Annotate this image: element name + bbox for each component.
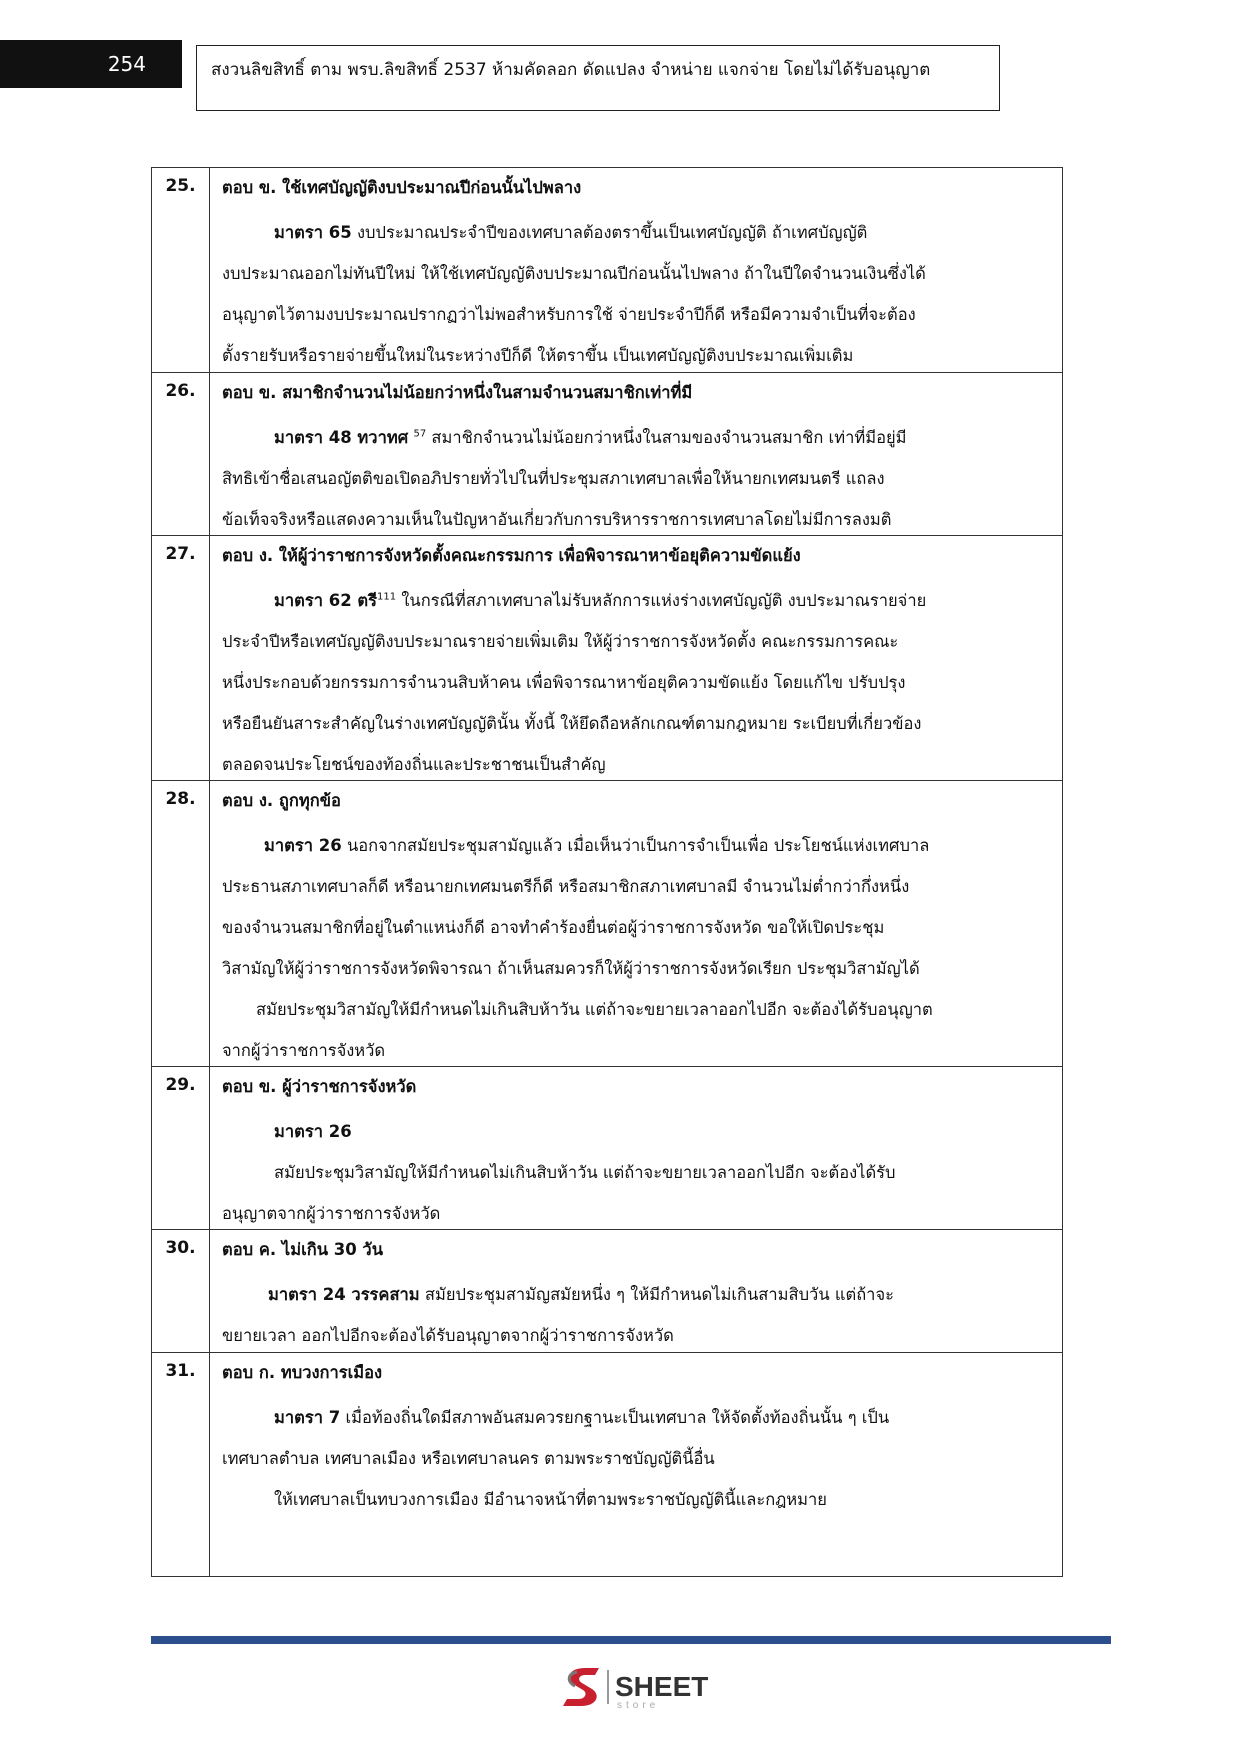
answer-title: ตอบ ง. ให้ผู้ว่าราชการจังหวัดตั้งคณะกรรมการ เพื่อพิจารณาหาข้อยุติความขัดแย้ง: [222, 546, 801, 565]
answer-text: หรือยืนยันสาระสำคัญในร่างเทศบัญญัตินั้น ทั้งนี้ ให้ยึดถือหลักเกณฑ์ตามกฎหมาย ระเบียบที่เกี่ยวข้อง: [222, 714, 922, 733]
answer-row-28: [152, 781, 1062, 1067]
answer-row-26: [152, 373, 1062, 536]
answer-text: สมาชิกจำนวนไม่น้อยกว่าหนึ่งในสามของจำนวนสมาชิก เท่าที่มีอยู่มี: [426, 428, 907, 447]
law-reference: มาตรา 62 ตรี: [274, 591, 378, 610]
law-reference: มาตรา 7: [274, 1408, 341, 1427]
answer-text: เทศบาลตำบล เทศบาลเมือง หรือเทศบาลนคร ตามพระราชบัญญัตินี้อื่น: [222, 1449, 715, 1468]
law-reference: มาตรา 26: [264, 836, 342, 855]
answer-number: 26.: [165, 381, 196, 401]
answer-number: 27.: [165, 544, 196, 564]
answer-text: สมัยประชุมวิสามัญให้มีกำหนดไม่เกินสิบห้าวัน แต่ถ้าจะขยายเวลาออกไปอีก จะต้องได้รับ: [274, 1163, 896, 1182]
answer-text: ในกรณีที่สภาเทศบาลไม่รับหลักการแห่งร่างเทศบัญญัติ งบประมาณรายจ่าย: [396, 591, 927, 610]
logo-sub: store: [617, 1700, 660, 1711]
law-reference: มาตรา 24 วรรคสาม: [268, 1285, 420, 1304]
answer-title: ตอบ ค. ไม่เกิน 30 วัน: [222, 1240, 383, 1259]
answer-text: วิสามัญให้ผู้ว่าราชการจังหวัดพิจารณา ถ้าเห็นสมควรก็ให้ผู้ว่าราชการจังหวัดเรียก ประชุมวิสามัญได้: [222, 959, 920, 978]
law-reference: มาตรา 65: [274, 223, 352, 242]
answer-row-27: [152, 536, 1062, 781]
answer-title: ตอบ ง. ถูกทุกข้อ: [222, 791, 341, 810]
logo-brand: SHEET: [615, 1671, 709, 1702]
answer-row-31: [152, 1353, 1062, 1578]
answer-text: งบประมาณออกไม่ทันปีใหม่ ให้ใช้เทศบัญญัติงบประมาณปีก่อนนั้นไปพลาง ถ้าในปีใดจำนวนเงินซึ่งได้: [222, 264, 926, 283]
answer-text: ขยายเวลา ออกไปอีกจะต้องได้รับอนุญาตจากผู้ว่าราชการจังหวัด: [222, 1326, 674, 1345]
answer-title: ตอบ ข. ใช้เทศบัญญัติงบประมาณปีก่อนนั้นไปพลาง: [222, 178, 582, 197]
answer-number: 25.: [165, 176, 196, 196]
answer-row-29: [152, 1067, 1062, 1230]
answer-table: [151, 167, 1063, 1577]
answer-text: สิทธิเข้าชื่อเสนอญัตติขอเปิดอภิปรายทั่วไปในที่ประชุมสภาเทศบาลเพื่อให้นายกเทศมนตรี แถลง: [222, 469, 885, 488]
answer-text: อนุญาตไว้ตามงบประมาณปรากฏว่าไม่พอสำหรับการใช้ จ่ายประจำปีก็ดี หรือมีความจำเป็นที่จะต้อง: [222, 305, 916, 324]
answer-row-25: [152, 168, 1062, 373]
answer-title: ตอบ ข. ผู้ว่าราชการจังหวัด: [222, 1077, 417, 1096]
answer-text: ให้เทศบาลเป็นทบวงการเมือง มีอำนาจหน้าที่ตามพระราชบัญญัตินี้และกฎหมาย: [274, 1490, 827, 1509]
answer-text: จากผู้ว่าราชการจังหวัด: [222, 1041, 386, 1060]
law-reference: มาตรา 26: [274, 1122, 352, 1141]
answer-text: ประธานสภาเทศบาลก็ดี หรือนายกเทศมนตรีก็ดี หรือสมาชิกสภาเทศบาลมี จำนวนไม่ต่ำกว่ากึ่งหนึ่ง: [222, 877, 910, 896]
answer-title: ตอบ ก. ทบวงการเมือง: [222, 1363, 383, 1382]
answer-text: อนุญาตจากผู้ว่าราชการจังหวัด: [222, 1204, 441, 1223]
answer-row-30: [152, 1230, 1062, 1353]
answer-text: หนึ่งประกอบด้วยกรรมการจำนวนสิบห้าคน เพื่อพิจารณาหาข้อยุติความขัดแย้ง โดยแก้ไข ปรับปรุง: [222, 673, 906, 692]
answer-text: ของจำนวนสมาชิกที่อยู่ในตำแหน่งก็ดี อาจทำคำร้องยื่นต่อผู้ว่าราชการจังหวัด ขอให้เปิดประชุม: [222, 918, 885, 937]
answer-text: ข้อเท็จจริงหรือแสดงความเห็นในปัญหาอันเกี่ยวกับการบริหารราชการเทศบาลโดยไม่มีการลงมติ: [222, 510, 892, 529]
footer-divider: [151, 1636, 1111, 1644]
answer-text: สมัยประชุมสามัญสมัยหนึ่ง ๆ ให้มีกำหนดไม่เกินสามสิบวัน แต่ถ้าจะ: [419, 1285, 894, 1304]
page-number: 254: [0, 40, 182, 88]
answer-text: นอกจากสมัยประชุมสามัญแล้ว เมื่อเห็นว่าเป็นการจำเป็นเพื่อ ประโยชน์แห่งเทศบาล: [341, 836, 930, 855]
answer-text: ประจำปีหรือเทศบัญญัติงบประมาณรายจ่ายเพิ่มเติม ให้ผู้ว่าราชการจังหวัดตั้ง คณะกรรมการคณะ: [222, 632, 899, 651]
answer-text: สมัยประชุมวิสามัญให้มีกำหนดไม่เกินสิบห้าวัน แต่ถ้าจะขยายเวลาออกไปอีก จะต้องได้รับอนุญาต: [256, 1000, 933, 1019]
footnote-ref: 57: [413, 428, 427, 440]
law-reference: มาตรา 48 ทวาทศ: [274, 428, 409, 447]
answer-title: ตอบ ข. สมาชิกจำนวนไม่น้อยกว่าหนึ่งในสามจำนวนสมาชิกเท่าที่มี: [222, 383, 693, 402]
answer-text: ตลอดจนประโยชน์ของท้องถิ่นและประชาชนเป็นสำคัญ: [222, 755, 606, 774]
answer-number: 31.: [165, 1361, 196, 1381]
answer-text: ตั้งรายรับหรือรายจ่ายขึ้นใหม่ในระหว่างปีก็ดี ให้ตราขึ้น เป็นเทศบัญญัติงบประมาณเพิ่มเติม: [222, 346, 854, 365]
copyright-header: สงวนลิขสิทธิ์ ตาม พรบ.ลิขสิทธิ์ 2537 ห้ามคัดลอก ดัดแปลง จำหน่าย แจกจ่าย โดยไม่ได้รับอนุญาต: [196, 45, 1000, 111]
answer-number: 29.: [165, 1075, 196, 1095]
answer-number: 28.: [165, 789, 196, 809]
footnote-ref: 111: [377, 591, 397, 603]
answer-text: งบประมาณประจำปีของเทศบาลต้องตราขึ้นเป็นเทศบัญญัติ ถ้าเทศบัญญัติ: [351, 223, 868, 242]
answer-number: 30.: [165, 1238, 196, 1258]
answer-text: เมื่อท้องถิ่นใดมีสภาพอันสมควรยกฐานะเป็นเทศบาล ให้จัดตั้งท้องถิ่นนั้น ๆ เป็น: [340, 1408, 890, 1427]
sheet-store-logo: [555, 1662, 725, 1712]
